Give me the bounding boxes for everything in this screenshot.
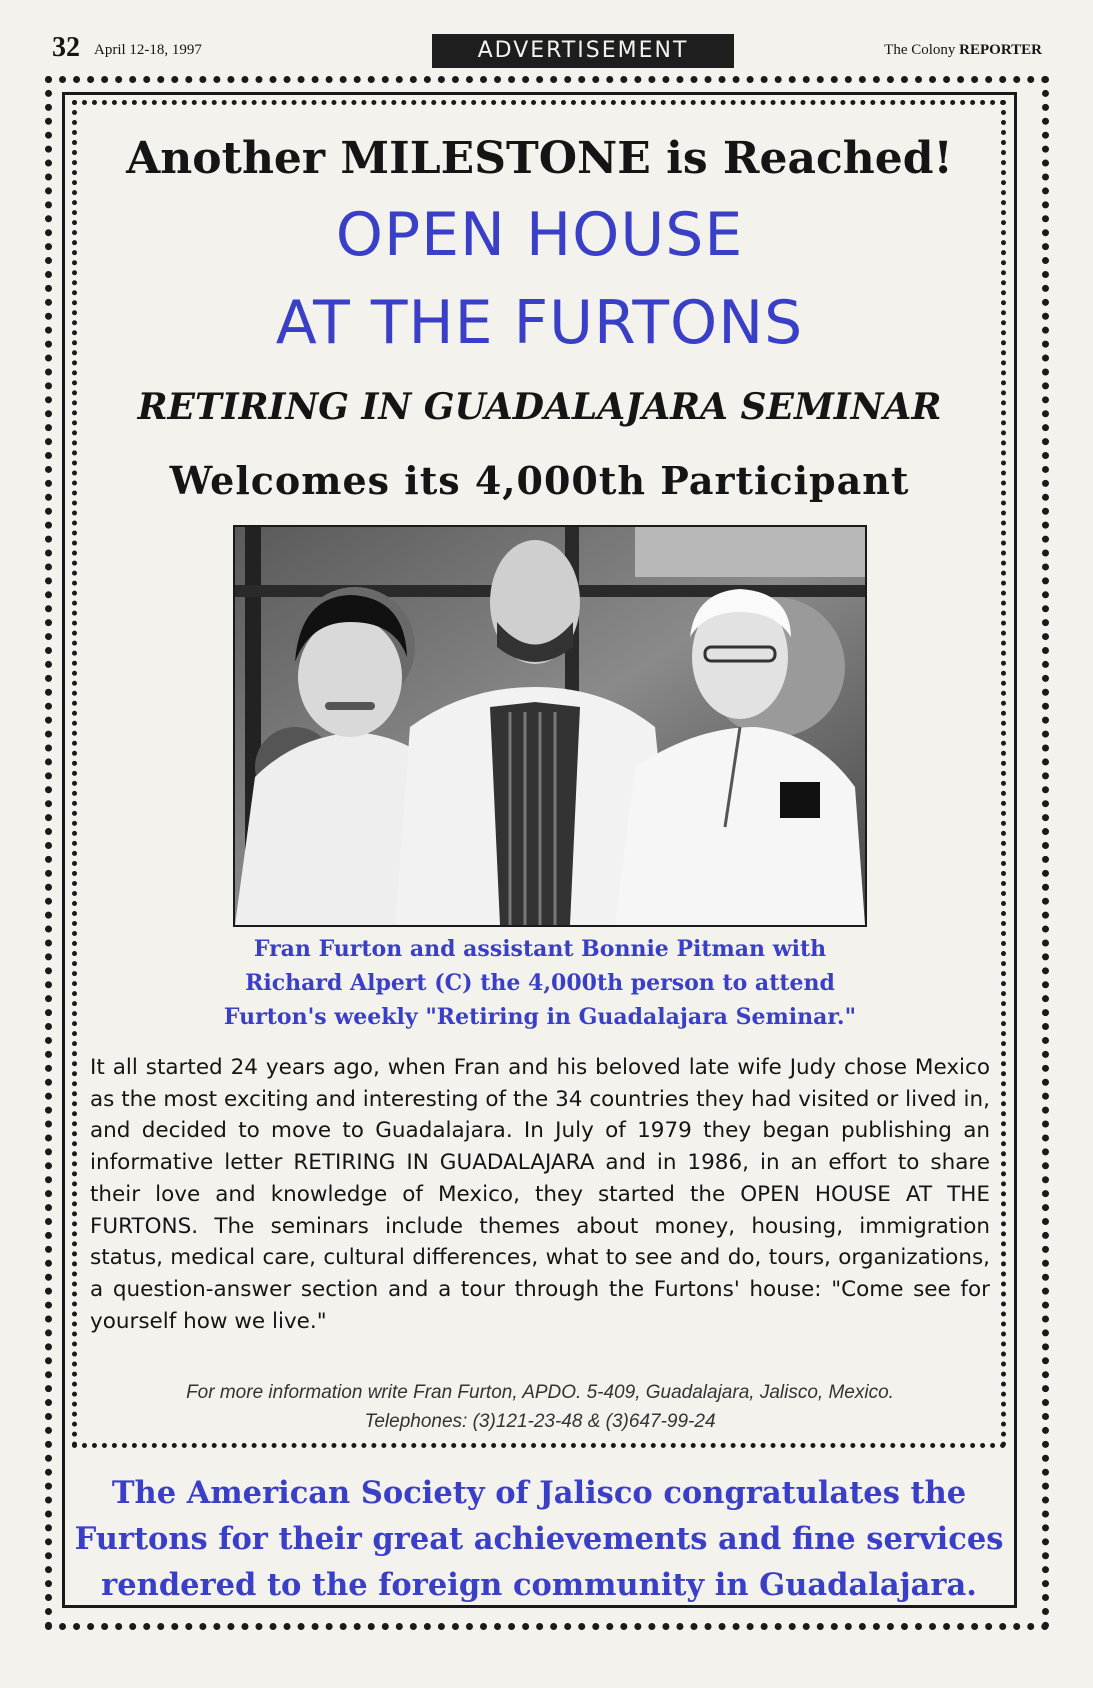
page-header	[52, 30, 1042, 72]
advertisement-banner: ADVERTISEMENT	[432, 34, 734, 68]
address-line: For more information write Fran Furton, APDO. 5-409, Guadalajara, Jalisco, Mexico.	[186, 1382, 894, 1403]
issue-date: April 12-18, 1997	[94, 42, 202, 58]
seminar-title: RETIRING IN GUADALAJARA SEMINAR	[137, 386, 942, 428]
caption-line: Furton's weekly "Retiring in Guadalajara Seminar."	[223, 1004, 857, 1030]
open-house-title: OPEN HOUSE	[335, 200, 744, 270]
body-paragraph: It all started 24 years ago, when Fran and his beloved late wife Judy chose Mexico as the most exciting and interesting of the 34 countries they had visited or lived in, and decided to move to Guadalajara. In July of 1979 they began publishing an informative letter RETIRING IN GUADALAJARA and in 1986, in an effort to share their love and knowledge of Mexico, they started the OPEN HOUSE AT THE FURTONS. The seminars include themes about money, housing, immigration status, medical care, cultural differences, what to see and do, tours, organizations, a question-answer section and a tour through the Furtons' house: "Come see for yourself how we live."	[90, 1055, 990, 1334]
welcome-line: Welcomes its 4,000th Participant	[169, 458, 910, 503]
newspaper-name	[884, 42, 1042, 59]
photo-caption	[215, 932, 865, 1034]
page-number: 32	[52, 32, 80, 63]
paper-prefix: The Colony	[884, 42, 956, 58]
telephone-line: Telephones: (3)121-23-48 & (3)647-99-24	[364, 1411, 716, 1432]
congrats-line: Furtons for their great achievements and fine services	[74, 1521, 1004, 1557]
congratulations-message	[64, 1470, 1014, 1608]
contact-info	[90, 1378, 990, 1436]
group-photo	[233, 525, 867, 927]
paper-title: REPORTER	[959, 42, 1042, 58]
headline: Another MILESTONE is Reached!	[126, 133, 953, 184]
photo-illustration	[235, 527, 865, 925]
open-house-subtitle: AT THE FURTONS	[275, 288, 804, 358]
congrats-line: rendered to the foreign community in Guadalajara.	[101, 1567, 977, 1603]
caption-line: Fran Furton and assistant Bonnie Pitman with	[253, 936, 827, 962]
caption-line: Richard Alpert (C) the 4,000th person to attend	[245, 970, 835, 996]
congrats-line: The American Society of Jalisco congratulates the	[111, 1475, 967, 1511]
